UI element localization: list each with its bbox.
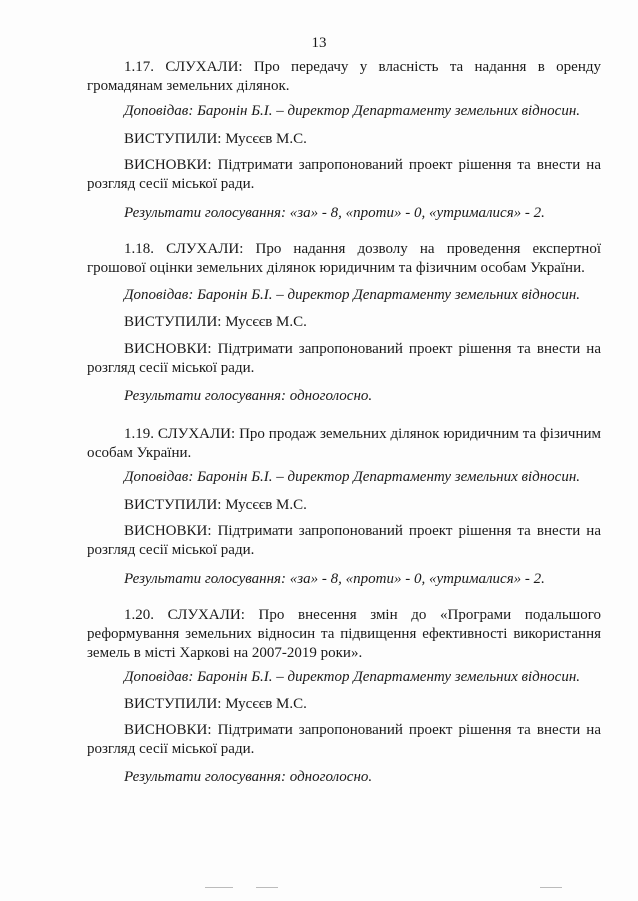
item-1-20-reporter: Доповідав: Баронін Б.І. – директор Департаменту земельних відносин. xyxy=(124,669,581,685)
item-1-17-reporter: Доповідав: Баронін Б.І. – директор Департаменту земельних відносин. xyxy=(124,103,581,119)
item-1-17-conclusions: ВИСНОВКИ: Підтримати запропонований проект рішення та внести на розгляд сесії міської ради. xyxy=(87,157,601,192)
scan-speck xyxy=(256,887,278,888)
item-1-17-heard: 1.17. СЛУХАЛИ: Про передачу у власність та надання в оренду громадянам земельних ділянок. xyxy=(87,59,601,94)
item-1-20-voting: Результати голосування: одноголосно. xyxy=(124,769,373,785)
item-1-20-speakers: ВИСТУПИЛИ: Мусєєв М.С. xyxy=(124,696,307,712)
item-1-18-voting: Результати голосування: одноголосно. xyxy=(124,388,373,404)
item-1-18-conclusions: ВИСНОВКИ: Підтримати запропонований проект рішення та внести на розгляд сесії міської ради. xyxy=(87,341,601,376)
item-1-18-reporter: Доповідав: Баронін Б.І. – директор Департаменту земельних відносин. xyxy=(124,287,581,303)
item-1-17-speakers: ВИСТУПИЛИ: Мусєєв М.С. xyxy=(124,131,307,147)
scan-speck xyxy=(205,887,233,888)
item-1-19-voting: Результати голосування: «за» - 8, «проти» - 0, «утрималися» - 2. xyxy=(124,571,545,587)
item-1-19-reporter: Доповідав: Баронін Б.І. – директор Департаменту земельних відносин. xyxy=(124,469,581,485)
item-1-20-conclusions: ВИСНОВКИ: Підтримати запропонований проект рішення та внести на розгляд сесії міської ради. xyxy=(87,722,601,757)
item-1-18-heard: 1.18. СЛУХАЛИ: Про надання дозволу на проведення експертної грошової оцінки земельних ділянок юридичним та фізичним особам України. xyxy=(87,241,601,276)
item-1-19-heard: 1.19. СЛУХАЛИ: Про продаж земельних ділянок юридичним та фізичним особам України. xyxy=(87,426,601,461)
item-1-18-speakers: ВИСТУПИЛИ: Мусєєв М.С. xyxy=(124,314,307,330)
item-1-19-conclusions: ВИСНОВКИ: Підтримати запропонований проект рішення та внести на розгляд сесії міської ради. xyxy=(87,523,601,558)
item-1-20-heard: 1.20. СЛУХАЛИ: Про внесення змін до «Програми подальшого реформування земельних відносин та підвищення ефективності використання земель в місті Харкові на 2007-2019 роки». xyxy=(87,607,601,661)
item-1-17-voting: Результати голосування: «за» - 8, «проти» - 0, «утрималися» - 2. xyxy=(124,205,545,221)
page-number: 13 xyxy=(311,35,327,51)
scan-speck xyxy=(540,887,562,888)
item-1-19-speakers: ВИСТУПИЛИ: Мусєєв М.С. xyxy=(124,497,307,513)
